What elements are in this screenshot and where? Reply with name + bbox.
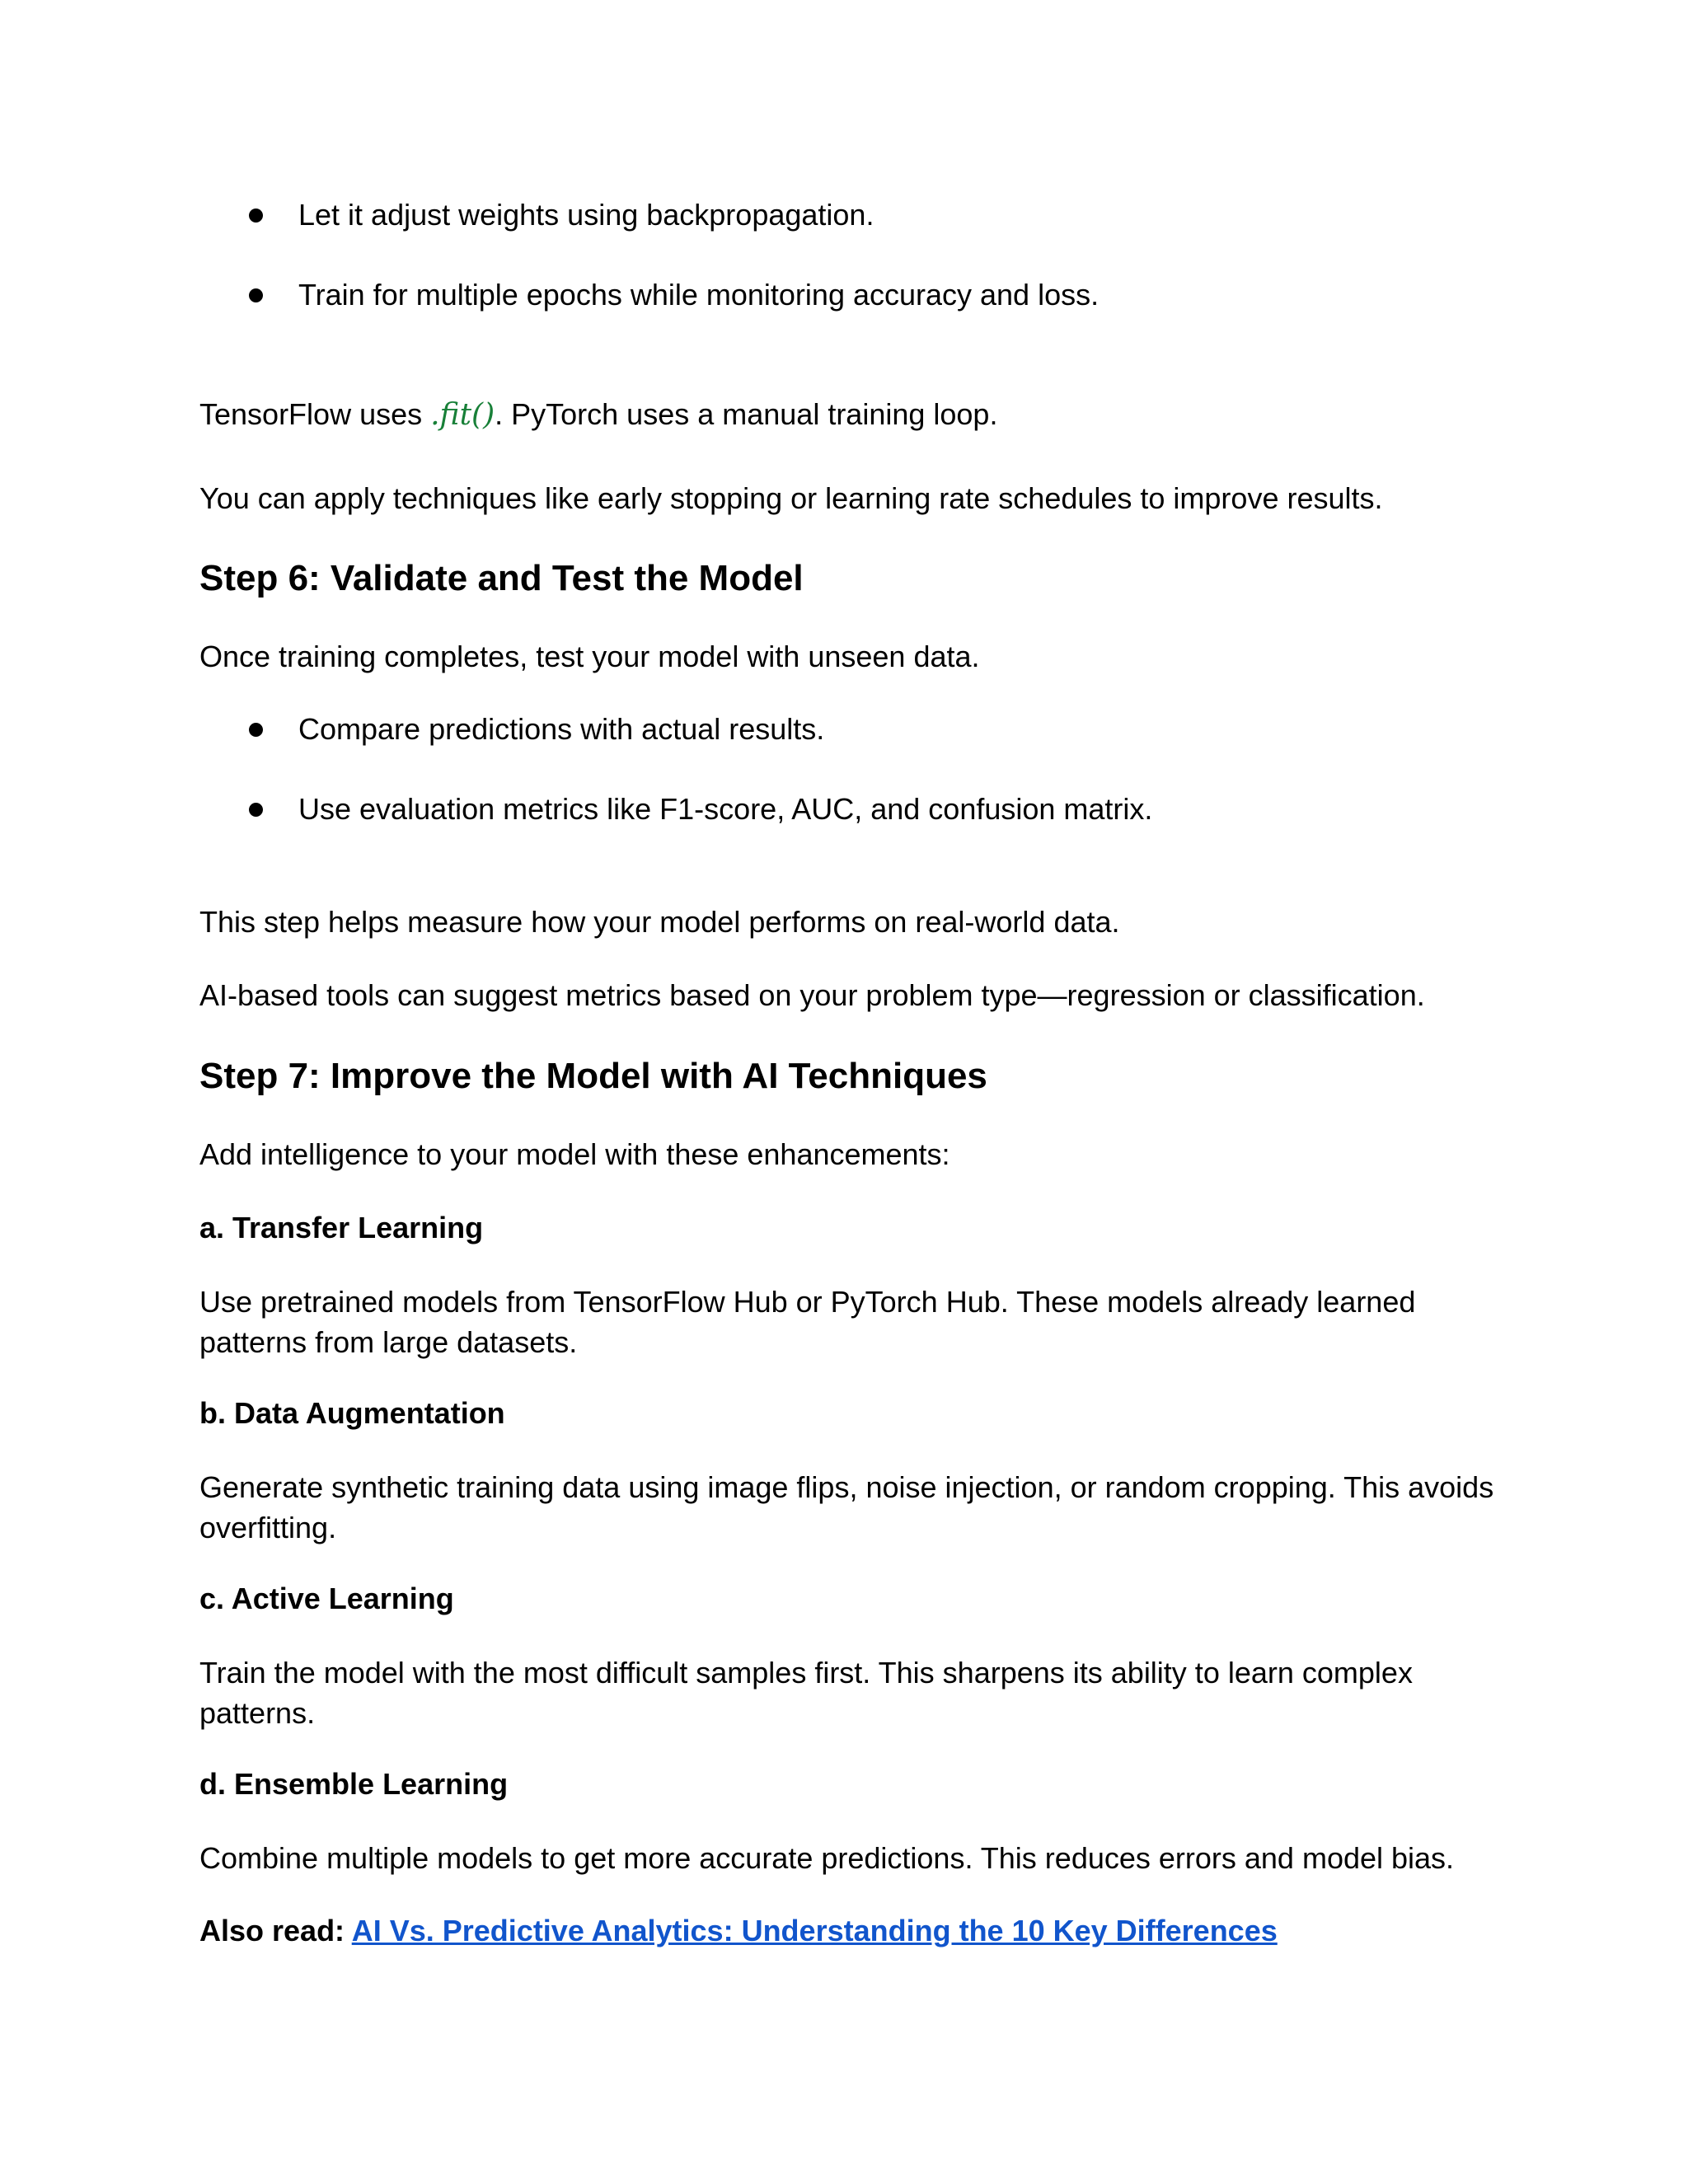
step7-heading: Step 7: Improve the Model with AI Techniques bbox=[199, 1056, 987, 1096]
section-body-transfer-learning: Use pretrained models from TensorFlow Hub or PyTorch Hub. These models already learned patterns from large datasets. bbox=[199, 1285, 1416, 1359]
training-prefix: TensorFlow uses bbox=[199, 397, 431, 431]
section-title-transfer-learning: a. Transfer Learning bbox=[199, 1211, 484, 1244]
bullet-icon bbox=[249, 209, 263, 223]
bullet-icon bbox=[249, 288, 263, 302]
step6-intro: Once training completes, test your model with unseen data. bbox=[199, 640, 980, 673]
also-read bbox=[199, 1910, 1278, 1951]
training-paragraph bbox=[199, 394, 997, 435]
list-item-text: Compare predictions with actual results. bbox=[298, 712, 825, 746]
step7-intro: Add intelligence to your model with these enhancements: bbox=[199, 1137, 950, 1171]
techniques-paragraph: You can apply techniques like early stopping or learning rate schedules to improve results. bbox=[199, 481, 1383, 515]
step6-heading: Step 6: Validate and Test the Model bbox=[199, 558, 804, 598]
also-read-link[interactable]: AI Vs. Predictive Analytics: Understanding the 10 Key Differences bbox=[351, 1914, 1278, 1947]
step6-paragraph-2: AI-based tools can suggest metrics based on your problem type—regression or classification. bbox=[199, 978, 1425, 1012]
section-title-active-learning: c. Active Learning bbox=[199, 1582, 454, 1615]
section-body-active-learning: Train the model with the most difficult samples first. This sharpens its ability to learn complex patterns. bbox=[199, 1656, 1413, 1730]
also-read-label: Also read: bbox=[199, 1914, 352, 1947]
inline-code: .fit() bbox=[430, 398, 495, 432]
bullet-icon bbox=[249, 803, 263, 817]
list-item-text: Let it adjust weights using backpropagation. bbox=[298, 198, 874, 232]
list-item-text: Train for multiple epochs while monitoring accuracy and loss. bbox=[298, 278, 1100, 312]
section-body-data-augmentation: Generate synthetic training data using image flips, noise injection, or random cropping. This avoids overfitting. bbox=[199, 1470, 1494, 1544]
step6-paragraph-1: This step helps measure how your model performs on real-world data. bbox=[199, 905, 1120, 939]
section-body-ensemble-learning: Combine multiple models to get more accurate predictions. This reduces errors and model bias. bbox=[199, 1841, 1455, 1875]
section-title-data-augmentation: b. Data Augmentation bbox=[199, 1396, 505, 1430]
bullet-icon bbox=[249, 723, 263, 737]
training-suffix: . PyTorch uses a manual training loop. bbox=[495, 397, 998, 431]
list-item-text: Use evaluation metrics like F1-score, AUC, and confusion matrix. bbox=[298, 792, 1153, 826]
section-title-ensemble-learning: d. Ensemble Learning bbox=[199, 1767, 509, 1801]
